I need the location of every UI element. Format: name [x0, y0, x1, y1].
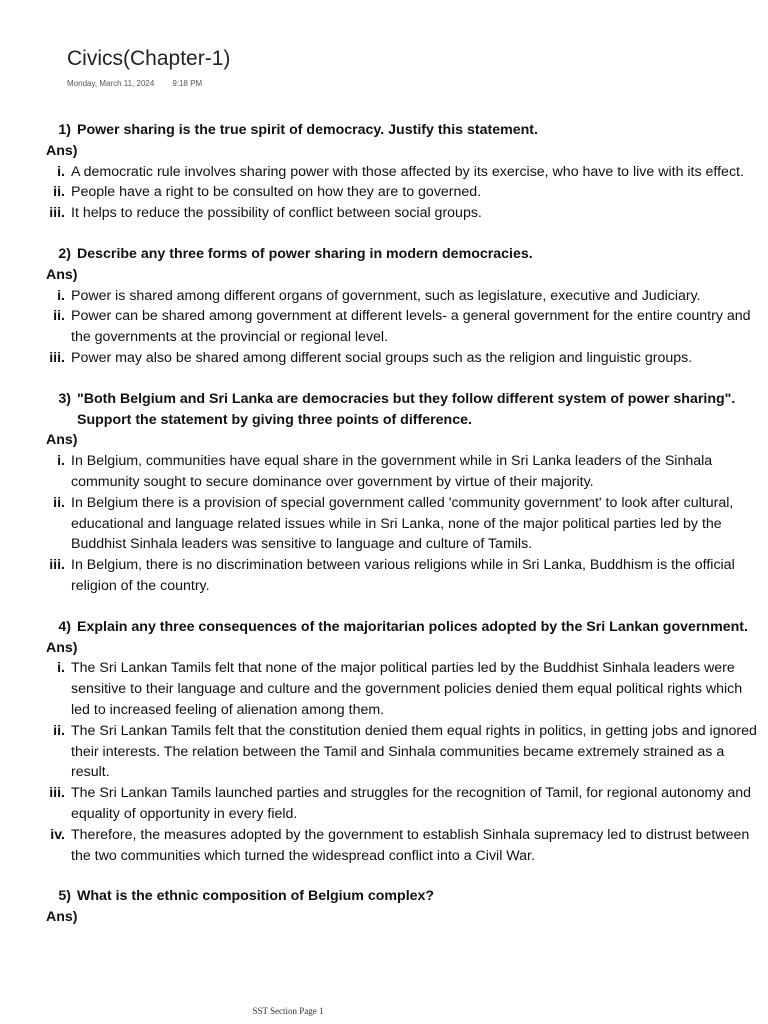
page-title: Civics(Chapter-1): [67, 47, 231, 70]
question-number: 1): [58, 122, 71, 138]
point-text: The Sri Lankan Tamils felt that the constitution denied them equal rights in politics, in getting jobs and ignored their interests. The relation between the Tamil and Sinhala communities became extremely strained as a result.: [71, 722, 757, 781]
question: [46, 244, 758, 265]
point-text: Power can be shared among government at different levels- a general government for the entire country and the governments at the provincial or regional level.: [71, 308, 751, 346]
answer-point: [46, 306, 758, 348]
answer-point: [46, 555, 758, 597]
point-text: In Belgium, there is no discrimination between various religions while in Sri Lanka, Buddhism is the official religion of the country.: [71, 557, 735, 594]
point-number: ii.: [53, 494, 65, 511]
question-text: Power sharing is the true spirit of democracy. Justify this statement.: [77, 122, 538, 138]
page-time: 9:18 PM: [172, 79, 203, 88]
answer-label: Ans): [46, 909, 78, 926]
page-timestamp: [67, 79, 202, 88]
point-text: In Belgium there is a provision of special government called 'community government' to look after cultural, educational and language related issues while in Sri Lanka, none of the major political parties led by the Buddhist Sinhala leaders was sensitive to language and culture of Tamils.: [71, 494, 734, 553]
point-text: It helps to reduce the possibility of conflict between social groups.: [71, 205, 482, 222]
answer-point: [46, 825, 758, 867]
answer-point: [46, 162, 758, 183]
question-text: Describe any three forms of power sharing in modern democracies.: [77, 245, 533, 262]
answer-label: Ans): [46, 142, 78, 159]
answer-label: Ans): [46, 266, 78, 283]
question-number: 3): [58, 390, 71, 407]
answer-point: [46, 182, 758, 203]
question: [46, 617, 758, 638]
point-text: People have a right to be consulted on how they are to governed.: [71, 184, 482, 201]
answer-label: Ans): [46, 639, 78, 656]
answer-point: [46, 203, 758, 224]
answer-point: [46, 348, 758, 369]
point-number: ii.: [53, 184, 65, 201]
point-text: Therefore, the measures adopted by the government to establish Sinhala supremacy led to distrust between the two communities which turned the widespread conflict into a Civil War.: [71, 826, 750, 864]
question: [46, 389, 758, 431]
point-number: iv.: [50, 826, 65, 843]
point-number: ii.: [53, 308, 65, 325]
question: [46, 886, 758, 907]
answer-point: [46, 451, 758, 493]
page-date: Monday, March 11, 2024: [67, 79, 155, 88]
point-number: iii.: [49, 349, 65, 366]
point-text: In Belgium, communities have equal share in the government while in Sri Lanka leaders of the Sinhala community sought to secure dominance over government by virtue of their majority.: [71, 453, 713, 490]
page-footer: SST Section Page 1: [252, 1006, 324, 1016]
point-number: i.: [57, 163, 65, 180]
point-text: Power is shared among different organs of government, such as legislature, executive and Judiciary.: [71, 287, 701, 304]
question-text: "Both Belgium and Sri Lanka are democracies but they follow different system of power sharing". Support the statement by giving three points of difference.: [77, 390, 736, 428]
point-number: i.: [57, 453, 65, 470]
point-number: iii.: [49, 205, 65, 222]
point-text: Power may also be shared among different social groups such as the religion and linguistic groups.: [71, 349, 693, 366]
point-number: iii.: [49, 557, 65, 574]
question-number: 2): [58, 245, 71, 262]
answer-label: Ans): [46, 432, 78, 449]
question-number: 4): [58, 618, 71, 635]
question-text: What is the ethnic composition of Belgium complex?: [77, 888, 435, 905]
answer-point: [46, 493, 758, 555]
point-number: i.: [57, 287, 65, 304]
answer-point: [46, 721, 758, 783]
answer-point: [46, 658, 758, 720]
question-text: Explain any three consequences of the majoritarian polices adopted by the Sri Lankan government.: [77, 618, 748, 635]
point-text: The Sri Lankan Tamils launched parties and struggles for the recognition of Tamil, for regional autonomy and equality of opportunity in every field.: [71, 785, 752, 822]
question-number: 5): [58, 888, 71, 905]
point-number: iii.: [49, 785, 65, 802]
notes-content: [46, 120, 758, 928]
point-text: A democratic rule involves sharing power with those affected by its exercise, who have to live with its effect.: [71, 163, 744, 180]
point-text: The Sri Lankan Tamils felt that none of the major political parties led by the Buddhist Sinhala leaders were sensitive to their language and culture and the government policies denied them equal political rights which led to increased feeling of alienation among them.: [71, 660, 743, 718]
question: [46, 120, 758, 141]
point-number: i.: [57, 660, 65, 677]
answer-point: [46, 783, 758, 825]
point-number: ii.: [53, 722, 65, 739]
answer-point: [46, 286, 758, 307]
